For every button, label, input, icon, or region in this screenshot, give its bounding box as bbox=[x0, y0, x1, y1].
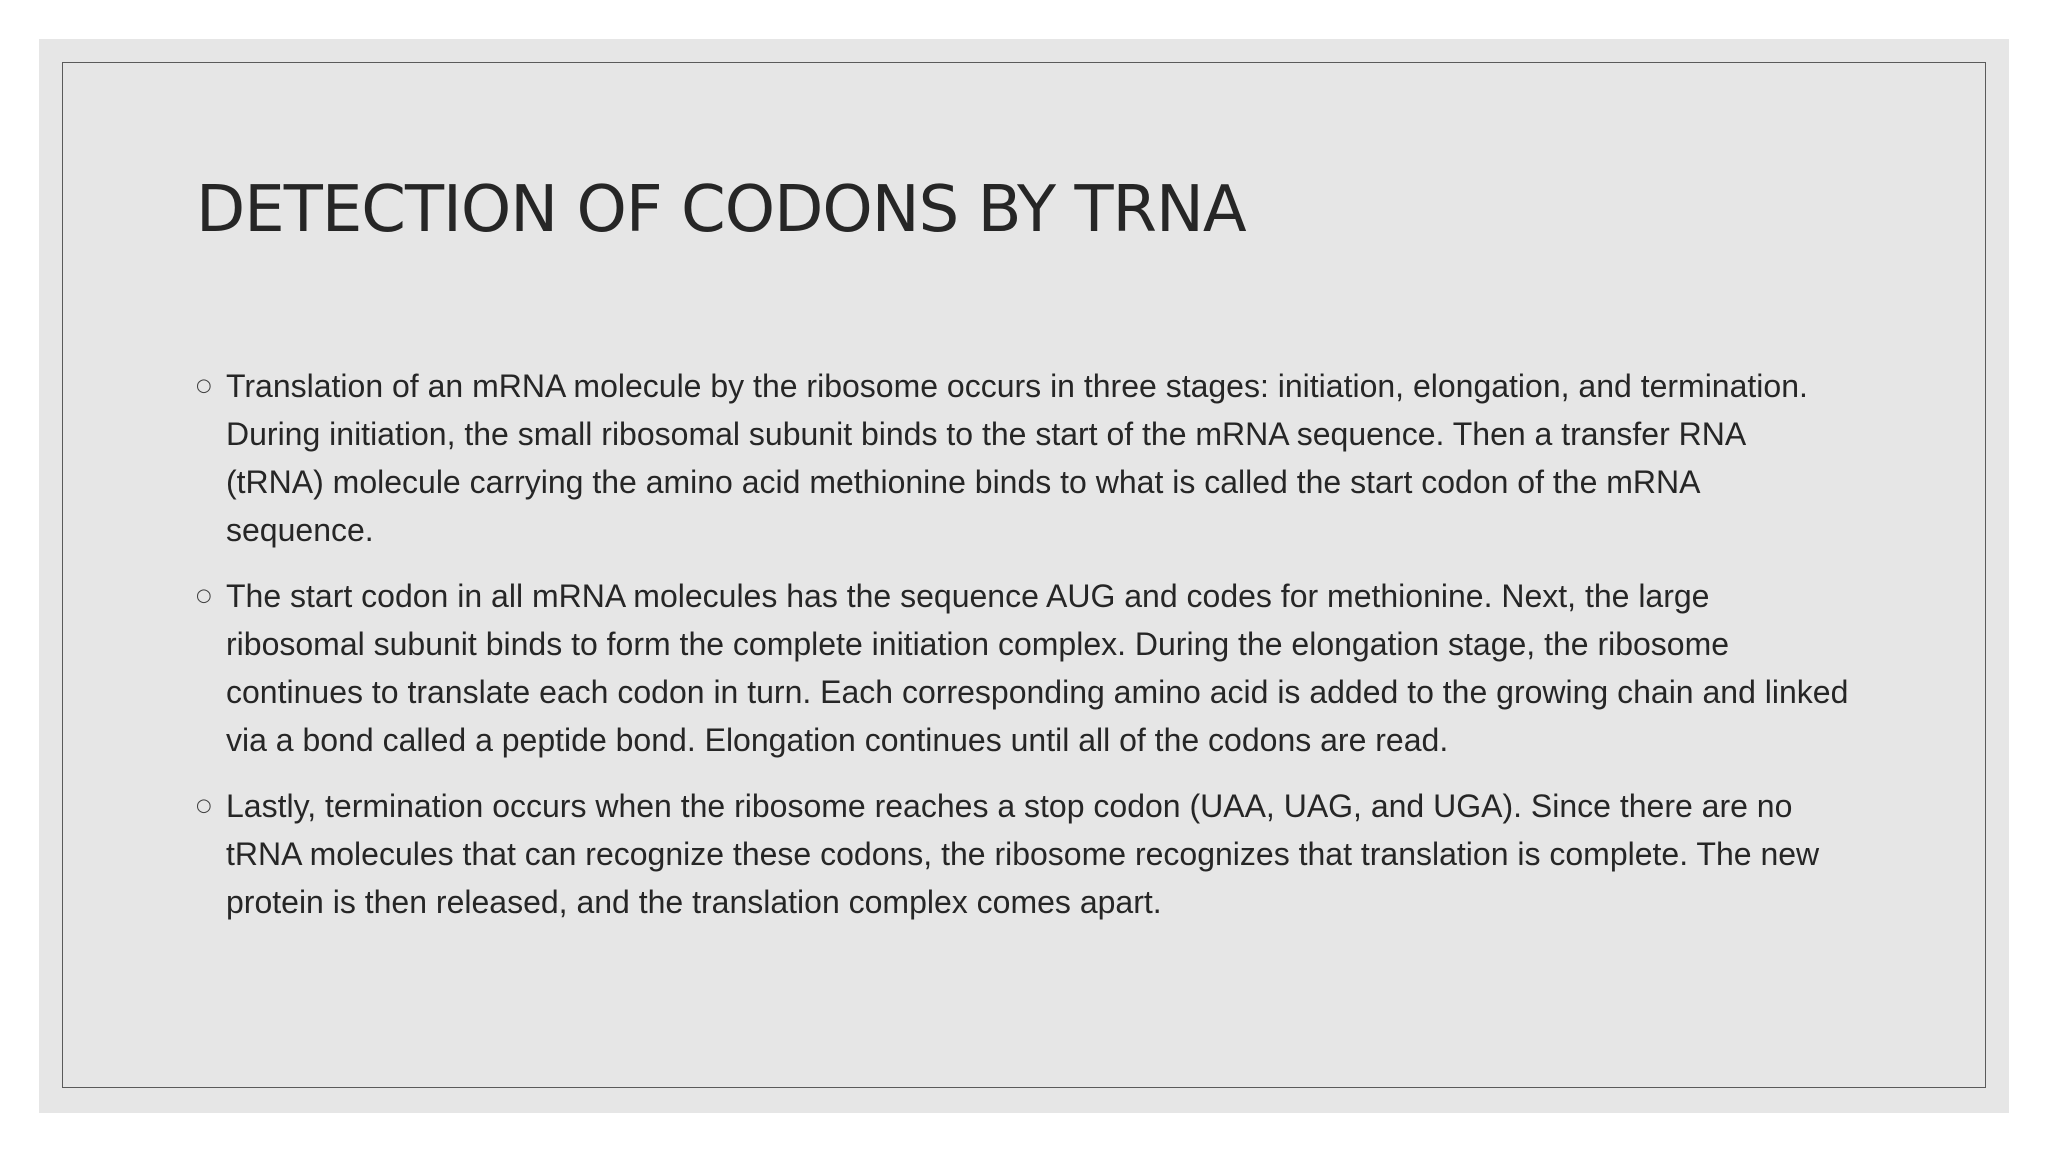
bullet-text: Translation of an mRNA molecule by the ribosome occurs in three stages: initiation, elongation, and termination. During initiation, the small ribosomal subunit binds to the start of the mRNA sequence. Then a transfer RNA (tRNA) molecule carrying the amino acid methionine binds to what is called the start codon of the mRNA sequence. bbox=[226, 368, 1808, 548]
hollow-circle-bullet-icon: ○ bbox=[196, 795, 212, 816]
bullet-item bbox=[190, 782, 1850, 926]
bullet-item bbox=[190, 362, 1850, 554]
bullet-item bbox=[190, 572, 1850, 764]
hollow-circle-bullet-icon: ○ bbox=[196, 375, 212, 396]
hollow-circle-bullet-icon: ○ bbox=[196, 585, 212, 606]
slide-title: DETECTION OF CODONS BY TRNA bbox=[196, 173, 1246, 247]
bullet-text: The start codon in all mRNA molecules has the sequence AUG and codes for methionine. Next, the large ribosomal subunit binds to form the complete initiation complex. During the elongation stage, the ribosome continues to translate each codon in turn. Each corresponding amino acid is added to the growing chain and linked via a bond called a peptide bond. Elongation continues until all of the codons are read. bbox=[226, 578, 1849, 758]
bullet-list bbox=[190, 362, 1850, 944]
bullet-text: Lastly, termination occurs when the ribosome reaches a stop codon (UAA, UAG, and UGA). Since there are no tRNA molecules that can recognize these codons, the ribosome recognizes that translation is complete. The new protein is then released, and the translation complex comes apart. bbox=[226, 788, 1820, 920]
